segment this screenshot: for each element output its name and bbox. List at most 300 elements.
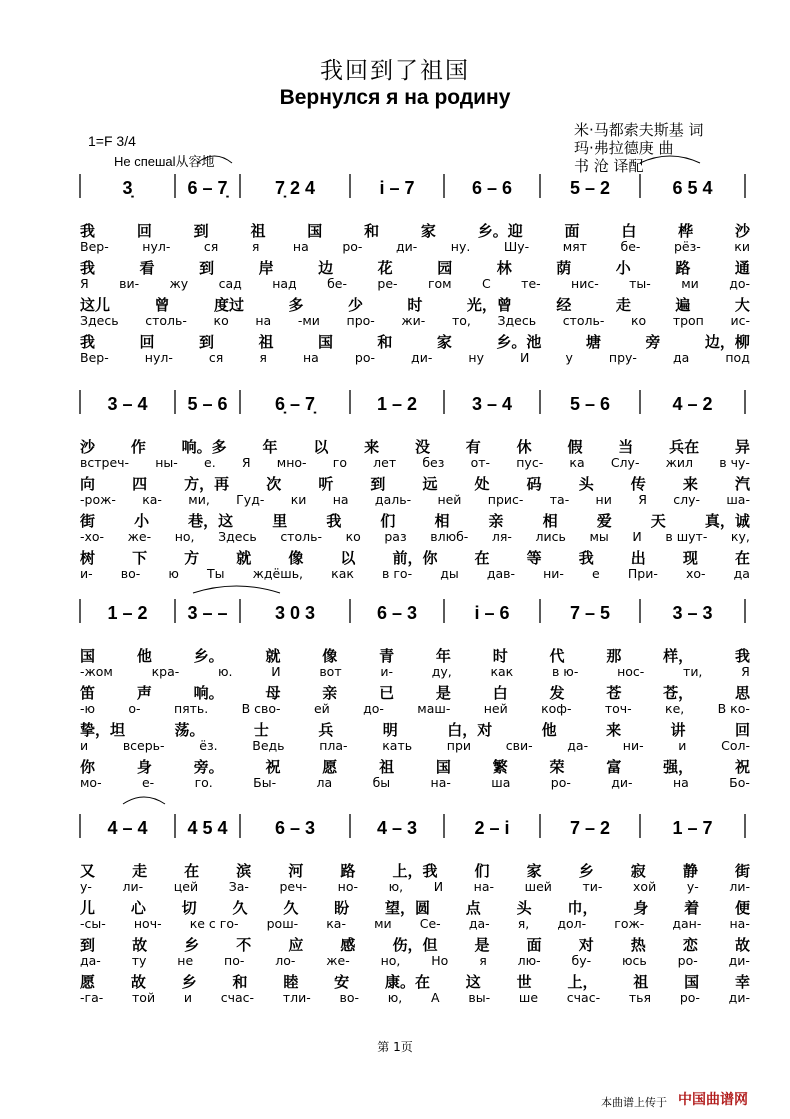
lyric-syllable: при <box>446 737 472 753</box>
lyric-syllable: 故 <box>130 973 146 991</box>
lyric-syllable: юсь <box>622 952 647 968</box>
credit-composer: 玛·弗拉德庚 曲 <box>574 139 674 157</box>
lyric-syllable: гож- <box>614 915 645 931</box>
lyric-syllable: 荫 <box>556 259 572 277</box>
lyric-syllable: ка- <box>142 491 162 507</box>
lyric-syllable: ни- <box>543 565 564 581</box>
lyric-syllable: пла- <box>319 737 348 753</box>
lyric-syllable: ей <box>313 700 330 716</box>
lyric-syllable: 他 <box>136 647 152 665</box>
lyric-syllable: 在 <box>474 549 490 567</box>
lyric-syllable: 方 <box>184 549 200 567</box>
lyric-syllable: 和 <box>232 973 248 991</box>
lyric-syllable: же- <box>127 528 152 544</box>
lyric-syllable: ти, <box>683 663 703 679</box>
lyric-syllable: ро- <box>679 989 700 1005</box>
lyric-syllable: да- <box>80 952 101 968</box>
lyric-syllable: реч- <box>279 878 308 894</box>
lyric-syllable: 下 <box>132 549 148 567</box>
lyric-syllable: счас- <box>566 989 601 1005</box>
lyric-syllable: 方，再 <box>184 475 230 493</box>
lyric-syllable: 来 <box>606 721 622 739</box>
lyric-syllable: ни <box>595 491 612 507</box>
lyric-syllable: 小 <box>615 259 631 277</box>
lyric-syllable: 林 <box>496 259 512 277</box>
lyric-syllable: Но <box>431 952 449 968</box>
lyric-syllable: 亲 <box>488 512 504 530</box>
lyric-syllable: ке с го- <box>189 915 239 931</box>
lyric-syllable: 久 <box>283 899 299 917</box>
lyric-syllable: 笛 <box>80 684 96 702</box>
note-group: 1 – 2 <box>376 394 418 414</box>
lyric-syllable: мят <box>562 238 587 254</box>
note-group: 1 – 7 <box>672 818 713 838</box>
lyric-syllable: 荣 <box>549 758 565 776</box>
lyric-syllable: 对 <box>578 936 594 954</box>
lyric-syllable: ша <box>491 774 511 790</box>
lyric-syllable: даль- <box>374 491 412 507</box>
lyric-syllable: 身 <box>633 899 649 917</box>
lyric-syllable: 相 <box>542 512 558 530</box>
lyric-syllable: рош- <box>266 915 299 931</box>
lyric-syllable: 上， <box>567 973 598 991</box>
lyric-syllable: и- <box>80 565 93 581</box>
lyric-syllable: 回 <box>139 333 155 351</box>
lyric-syllable: 前，你 <box>392 549 438 567</box>
lyric-syllable: 休 <box>516 438 532 456</box>
lyric-syllable: 思 <box>734 684 750 702</box>
lyric-syllable: 旁 <box>645 333 661 351</box>
lyric-syllable: я <box>479 952 487 968</box>
lyric-syllable: 望，圆 <box>384 899 430 917</box>
lyric-syllable: 我 <box>578 549 594 567</box>
lyric-syllable: го. <box>194 774 213 790</box>
lyric-syllable: нос- <box>617 663 645 679</box>
lyric-syllable: 便 <box>734 899 750 917</box>
lyric-syllable: не <box>177 952 194 968</box>
lyric-syllable: 我 <box>80 259 96 277</box>
lyric-syllable: 繁 <box>492 758 508 776</box>
slur-arc <box>640 156 700 163</box>
lyric-syllable: Бо- <box>729 774 750 790</box>
lyric-syllable: 母 <box>265 684 281 702</box>
lyric-syllable: бе- <box>620 238 641 254</box>
lyric-syllable: 这 <box>465 973 481 991</box>
lyric-syllable: троп <box>672 312 704 328</box>
lyric-syllable: 睦 <box>283 973 299 991</box>
lyric-syllable: 康。在 <box>384 973 430 991</box>
lyric-syllable: 已 <box>379 684 395 702</box>
lyric-syllable: коф- <box>541 700 572 716</box>
lyric-line-ru <box>80 529 750 544</box>
lyric-syllable: точ- <box>604 700 632 716</box>
lyric-syllable: и <box>678 737 687 753</box>
lyric-syllable: 乡 <box>184 936 200 954</box>
lyric-syllable: 在 <box>734 549 750 567</box>
lyric-syllable: ди- <box>611 774 633 790</box>
lyric-syllable: Я <box>241 454 251 470</box>
lyric-syllable: 度过 <box>213 296 244 314</box>
lyric-line-ru <box>80 566 750 581</box>
lyric-syllable: 那 <box>606 647 622 665</box>
lyric-syllable: 样， <box>663 647 694 665</box>
lyric-syllable: прис- <box>487 491 524 507</box>
lyric-syllable: те- <box>521 275 541 291</box>
lyric-syllable: той <box>132 989 156 1005</box>
note-group: i – 7 <box>379 178 415 198</box>
lyric-syllable: 旁。 <box>193 758 224 776</box>
lyric-syllable: ка- <box>326 915 346 931</box>
lyric-syllable: 们 <box>474 862 490 880</box>
note-group: 3 0 3 <box>274 603 316 623</box>
lyric-syllable: влюб- <box>430 528 469 544</box>
lyric-syllable: хой <box>633 878 657 894</box>
lyric-syllable: ю, <box>387 989 403 1005</box>
lyric-syllable: но, <box>380 952 401 968</box>
lyric-syllable: я, <box>517 915 530 931</box>
lyric-syllable: ки <box>290 491 307 507</box>
lyric-syllable: 故 <box>132 936 148 954</box>
lyric-syllable: ко <box>630 312 647 328</box>
lyric-syllable: как <box>331 565 354 581</box>
lyric-syllable: 沙 <box>80 438 96 456</box>
lyric-syllable: нул- <box>142 238 171 254</box>
lyric-line-ru <box>80 916 750 931</box>
slur-arc <box>123 797 165 804</box>
lyric-syllable: столь- <box>280 528 322 544</box>
lyric-syllable: кра- <box>151 663 180 679</box>
note-group: 6 5 4 <box>672 178 713 198</box>
lyric-syllable: 儿 <box>80 899 96 917</box>
lyric-syllable: ней <box>483 700 508 716</box>
lyric-syllable: И <box>271 663 281 679</box>
lyric-syllable: 久 <box>232 899 248 917</box>
lyric-syllable: 苍， <box>663 684 694 702</box>
lyric-syllable: дан- <box>672 915 702 931</box>
lyric-syllable: 响。 <box>193 684 224 702</box>
lyric-syllable: 乡。池 <box>496 333 542 351</box>
lyric-syllable: ны- <box>155 454 178 470</box>
lyric-syllable: 在 <box>184 862 200 880</box>
lyric-syllable: 有 <box>465 438 481 456</box>
lyric-syllable: 里 <box>272 512 288 530</box>
lyric-syllable: 真，诚 <box>704 512 750 530</box>
lyric-syllable: 静 <box>682 862 698 880</box>
lyric-syllable: За- <box>228 878 249 894</box>
lyric-line-ru <box>80 239 750 254</box>
lyric-syllable: 白 <box>492 684 508 702</box>
lyric-syllable: да <box>733 565 750 581</box>
lyric-syllable: 塘 <box>585 333 601 351</box>
lyric-syllable: 传 <box>630 475 646 493</box>
lyric-syllable: о- <box>128 700 141 716</box>
lyric-syllable: ёз. <box>199 737 218 753</box>
lyric-syllable: 点 <box>465 899 481 917</box>
lyric-syllable: ис- <box>730 312 750 328</box>
lyric-syllable: Гуд- <box>236 491 265 507</box>
lyric-syllable: -жом <box>80 663 113 679</box>
lyric-syllable: счас- <box>220 989 255 1005</box>
lyric-syllable: без <box>422 454 445 470</box>
lyric-syllable: 遍 <box>675 296 691 314</box>
lyric-syllable: столь- <box>145 312 187 328</box>
lyric-syllable: под <box>725 349 750 365</box>
lyric-syllable: 走 <box>132 862 148 880</box>
lyric-syllable: 曾 <box>154 296 170 314</box>
lyric-syllable: 国 <box>317 333 333 351</box>
note-group: 3 – 4 <box>107 394 148 414</box>
lyric-syllable: 桦 <box>678 222 694 240</box>
lyric-syllable: ша- <box>726 491 750 507</box>
lyric-syllable: 回 <box>136 222 152 240</box>
note-group: 6 – 7̣ <box>187 178 228 198</box>
lyric-syllable: я <box>259 349 267 365</box>
lyric-syllable: 是 <box>474 936 490 954</box>
lyric-syllable: ти- <box>582 878 603 894</box>
lyric-syllable: раз <box>384 528 407 544</box>
lyric-syllable: у- <box>686 878 699 894</box>
lyric-syllable: 相 <box>434 512 450 530</box>
title-cn: 我回到了祖国 <box>320 58 470 84</box>
note-group: 5 – 6 <box>187 394 228 414</box>
lyric-syllable: ту <box>131 952 147 968</box>
lyric-syllable: 荡。 <box>174 721 205 739</box>
lyric-syllable: 次 <box>266 475 282 493</box>
lyric-syllable: А <box>431 989 440 1005</box>
lyric-syllable: 祝 <box>265 758 281 776</box>
lyric-syllable: ну <box>468 349 484 365</box>
lyric-syllable: да- <box>468 915 490 931</box>
slur-arc <box>197 156 232 163</box>
lyric-syllable: ми, <box>188 491 210 507</box>
lyric-syllable: Сол- <box>721 737 750 753</box>
lyric-syllable: 走 <box>615 296 631 314</box>
note-group: 5 – 2 <box>569 178 611 198</box>
lyric-syllable: тья <box>628 989 652 1005</box>
lyric-syllable: ну. <box>450 238 471 254</box>
lyric-syllable: 来 <box>682 475 698 493</box>
lyric-syllable: на- <box>430 774 451 790</box>
lyric-syllable: 乡。迎 <box>477 222 523 240</box>
lyric-syllable: 街 <box>734 862 750 880</box>
lyric-syllable: ро- <box>677 952 698 968</box>
lyric-syllable: 岸 <box>258 259 274 277</box>
lyric-syllable: вот <box>319 663 342 679</box>
lyric-syllable: 苍 <box>606 684 622 702</box>
lyric-syllable: 不 <box>236 936 252 954</box>
lyric-syllable: от- <box>470 454 491 470</box>
lyric-line-ru <box>80 455 750 470</box>
lyric-syllable: 着 <box>684 899 700 917</box>
lyric-syllable: 发 <box>549 684 565 702</box>
lyric-syllable: дол- <box>557 915 587 931</box>
lyric-syllable: 听 <box>318 475 334 493</box>
lyric-syllable: ли- <box>122 878 144 894</box>
lyric-syllable: но, <box>174 528 195 544</box>
lyric-syllable: на <box>292 238 309 254</box>
lyric-syllable: ди- <box>395 238 418 254</box>
lyric-syllable: 出 <box>630 549 646 567</box>
lyric-syllable: 安 <box>334 973 350 991</box>
lyric-syllable: 幸 <box>734 973 750 991</box>
note-group: 3̣ <box>122 178 133 198</box>
lyric-syllable: 他 <box>541 721 557 739</box>
lyric-syllable: 亲 <box>322 684 338 702</box>
note-group: 6̣ – 7̣ <box>274 394 316 414</box>
lyric-syllable: Бы- <box>253 774 277 790</box>
lyric-syllable: 愿 <box>322 758 338 776</box>
lyric-syllable: жу <box>169 275 189 291</box>
lyric-syllable: во- <box>339 989 360 1005</box>
lyric-syllable: И <box>520 349 530 365</box>
lyric-syllable: та- <box>549 491 570 507</box>
lyric-syllable: жи- <box>401 312 426 328</box>
lyric-syllable: ю. <box>217 663 233 679</box>
lyric-syllable: на- <box>473 878 495 894</box>
lyric-syllable: ней <box>437 491 462 507</box>
lyric-syllable: ми <box>374 915 392 931</box>
lyric-syllable: 这儿 <box>80 296 111 314</box>
lyric-syllable: 路 <box>340 862 356 880</box>
lyric-syllable: над <box>272 275 297 291</box>
lyric-syllable: 回 <box>734 721 750 739</box>
lyric-syllable: ди- <box>728 952 750 968</box>
lyric-syllable: 远 <box>422 475 438 493</box>
lyric-syllable: Я <box>638 491 647 507</box>
lyric-syllable: сви- <box>505 737 533 753</box>
lyric-syllable: про- <box>346 312 375 328</box>
lyric-syllable: 感 <box>340 936 356 954</box>
lyric-syllable: 看 <box>139 259 155 277</box>
lyric-syllable: Здесь <box>497 312 537 328</box>
lyric-syllable: нул- <box>144 349 173 365</box>
lyric-syllable: ро- <box>342 238 363 254</box>
lyric-syllable: ди- <box>411 349 433 365</box>
lyric-line-ru <box>80 492 750 507</box>
lyric-line-ru <box>80 879 750 894</box>
lyric-syllable: -рож- <box>80 491 116 507</box>
lyric-syllable: 当 <box>618 438 634 456</box>
lyric-syllable: ке, <box>665 700 685 716</box>
title-ru: Вернулся я на родину <box>279 86 511 109</box>
note-group: 4 – 3 <box>376 818 418 838</box>
lyric-syllable: ю, <box>388 878 404 894</box>
lyric-syllable: 青 <box>379 647 395 665</box>
lyric-syllable: гом <box>427 275 452 291</box>
lyric-syllable: ля- <box>491 528 512 544</box>
lyric-syllable: 热 <box>630 936 646 954</box>
note-group: 1 – 2 <box>107 603 148 623</box>
lyric-syllable: 心 <box>130 899 146 917</box>
lyric-syllable: 到 <box>193 222 209 240</box>
lyric-syllable: ку, <box>730 528 750 544</box>
lyric-syllable: пру- <box>608 349 637 365</box>
lyric-syllable: го <box>332 454 347 470</box>
lyric-syllable: 巾， <box>567 899 598 917</box>
lyric-syllable: хо- <box>685 565 706 581</box>
lyric-syllable: 异 <box>734 438 750 456</box>
note-group: 7̣ 2 4 <box>274 178 316 198</box>
lyric-syllable: 时 <box>407 296 423 314</box>
lyric-syllable: 年 <box>262 438 278 456</box>
lyric-syllable: ду, <box>431 663 452 679</box>
lyric-syllable: 恋 <box>682 936 698 954</box>
lyric-syllable: и <box>80 737 89 753</box>
lyric-syllable: 来 <box>364 438 380 456</box>
lyric-syllable: 小 <box>134 512 150 530</box>
site-logo: 中国曲谱网 <box>678 1092 748 1108</box>
lyric-syllable: 身 <box>136 758 152 776</box>
lyric-syllable: 时 <box>492 647 508 665</box>
lyric-syllable: всерь- <box>122 737 165 753</box>
lyric-syllable: как <box>490 663 514 679</box>
lyric-syllable: 处 <box>474 475 490 493</box>
note-group: 7 – 2 <box>569 818 611 838</box>
lyric-syllable: И <box>433 878 444 894</box>
lyric-syllable: тли- <box>282 989 311 1005</box>
note-group: 2 – i <box>474 818 510 838</box>
lyric-syllable: на <box>302 349 319 365</box>
lyric-syllable: 强， <box>663 758 694 776</box>
lyric-syllable: -хо- <box>80 528 105 544</box>
lyric-syllable: 故 <box>734 936 750 954</box>
lyric-syllable: Здесь <box>80 312 119 328</box>
lyric-syllable: 我 <box>326 512 342 530</box>
lyric-syllable: 以 <box>340 549 356 567</box>
lyric-syllable: 等 <box>526 549 542 567</box>
tempo-marking: Не спешаl从容地 <box>114 154 215 169</box>
lyric-syllable: шей <box>524 878 552 894</box>
lyric-syllable: 和 <box>377 333 393 351</box>
lyric-syllable: 我 <box>80 333 96 351</box>
lyric-syllable: мно- <box>276 454 307 470</box>
lyric-syllable: Я <box>80 275 89 291</box>
lyric-syllable: нис- <box>571 275 599 291</box>
note-group: 5 – 6 <box>569 394 611 414</box>
lyric-syllable: 盼 <box>334 899 350 917</box>
lyric-syllable: 年 <box>435 647 451 665</box>
lyric-syllable: 兵在 <box>669 438 700 456</box>
lyric-syllable: столь- <box>562 312 605 328</box>
credit-lyricist: 米·马都索夫斯基 词 <box>574 121 704 139</box>
lyric-syllable: 边，柳 <box>704 333 750 351</box>
lyric-syllable: При- <box>627 565 658 581</box>
lyric-syllable: е <box>592 565 600 581</box>
lyric-syllable: встреч- <box>80 454 130 470</box>
lyric-syllable: 天 <box>650 512 666 530</box>
lyric-syllable: в чу- <box>719 454 750 470</box>
lyric-line-ru <box>80 990 750 1005</box>
lyric-syllable: ко <box>213 312 229 328</box>
note-group: 7 – 5 <box>569 603 611 623</box>
lyric-syllable: мо- <box>80 774 102 790</box>
lyric-syllable: 面 <box>564 222 580 240</box>
lyric-syllable: лю- <box>517 952 541 968</box>
lyric-syllable: 祝 <box>734 758 750 776</box>
lyric-syllable: 国 <box>307 222 323 240</box>
lyric-syllable: 挚，坦 <box>80 721 126 739</box>
lyric-syllable: 到 <box>370 475 386 493</box>
lyric-syllable: ждёшь, <box>252 565 304 581</box>
lyric-syllable: вы- <box>468 989 491 1005</box>
lyric-syllable: -сы- <box>80 915 106 931</box>
lyric-syllable: дав- <box>486 565 516 581</box>
credit-translator: 书 沧 译配 <box>574 157 644 175</box>
lyric-syllable: на- <box>729 915 750 931</box>
lyric-syllable: 河 <box>288 862 304 880</box>
lyric-syllable: жил <box>665 454 694 470</box>
lyric-syllable: 巷，这 <box>188 512 234 530</box>
